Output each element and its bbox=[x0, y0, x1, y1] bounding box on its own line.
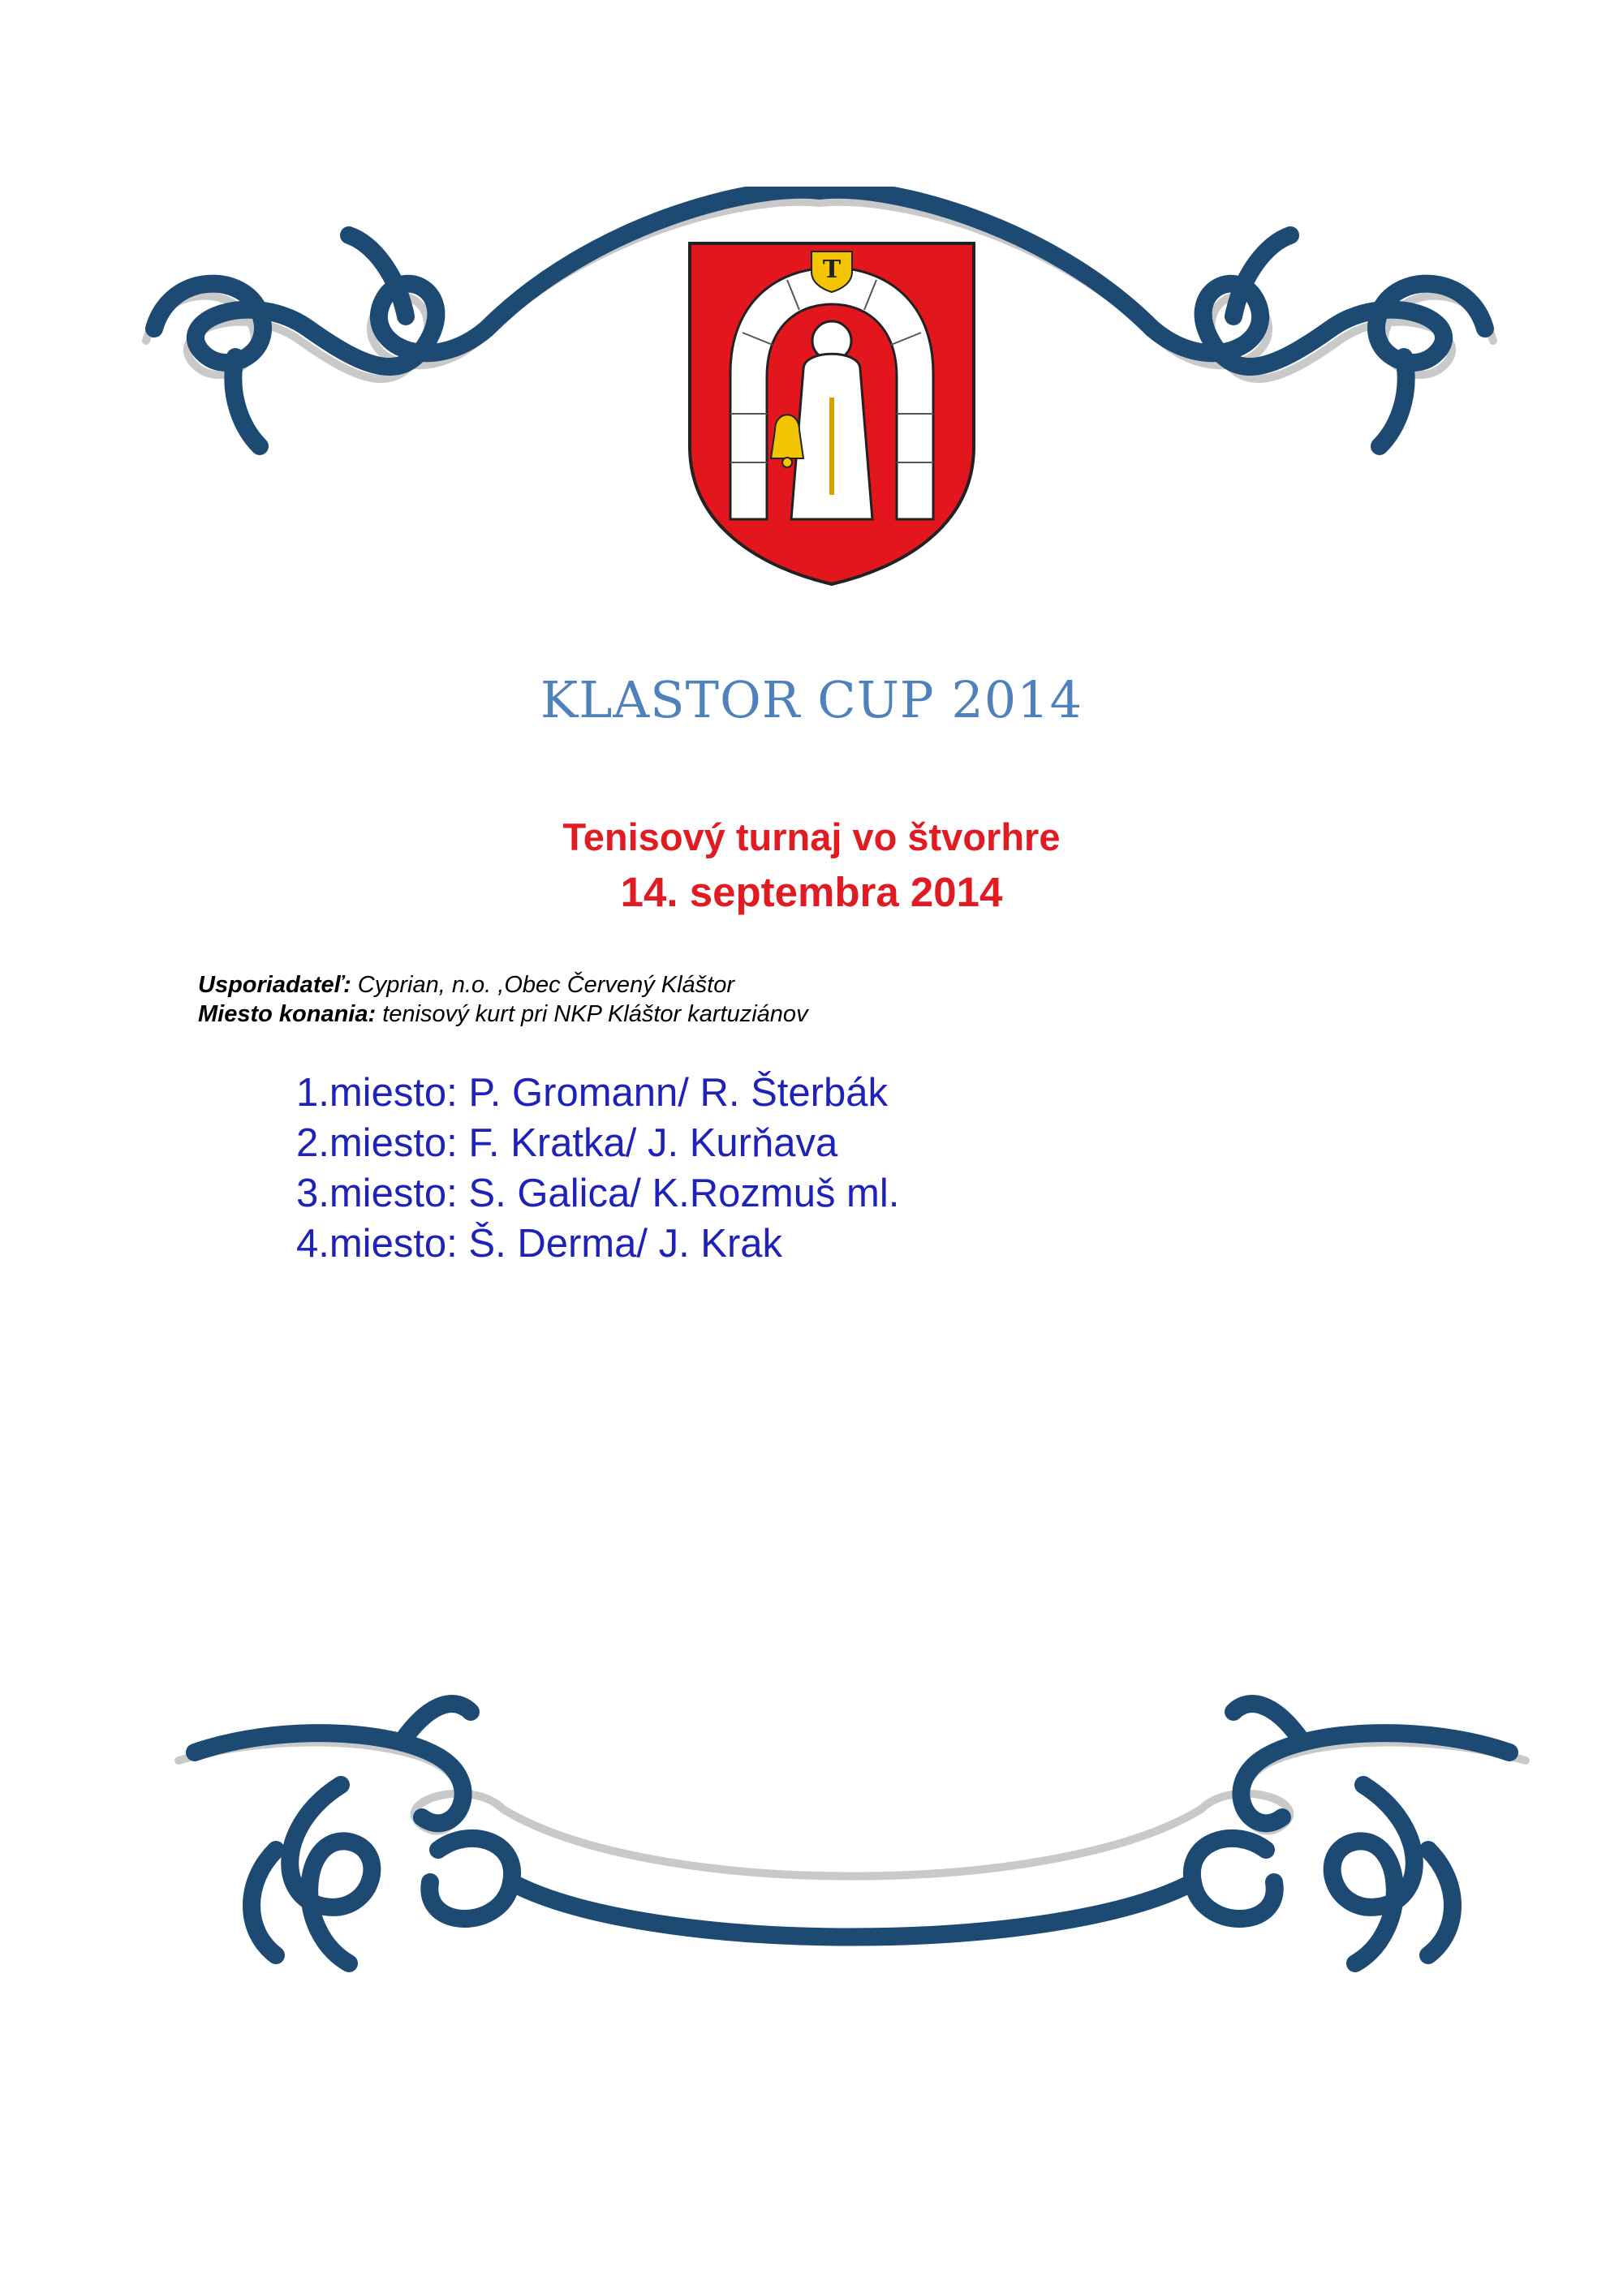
result-second-place: 2.miesto: F. Kratka/ J. Kurňava bbox=[296, 1121, 838, 1165]
crest-letter: T bbox=[822, 256, 842, 284]
organizer-label: Usporiadateľ: bbox=[198, 972, 351, 998]
venue-label: Miesto konania: bbox=[198, 1001, 377, 1027]
results-list bbox=[296, 1068, 899, 1269]
event-subtitle: Tenisový turnaj vo štvorhre bbox=[562, 815, 1061, 858]
venue-value: tenisový kurt pri NKP Kláštor kartuziánov bbox=[376, 1001, 808, 1027]
event-date: 14. septembra 2014 bbox=[620, 869, 1003, 915]
coat-of-arms-emblem bbox=[682, 235, 982, 592]
venue-line bbox=[198, 1001, 808, 1028]
ribbon-ornament-bottom bbox=[162, 1688, 1542, 2028]
result-third-place: 3.miesto: S. Galica/ K.Rozmuš ml. bbox=[296, 1172, 900, 1215]
organizer-line bbox=[198, 972, 734, 999]
organizer-value: Cyprian, n.o. ,Obec Červený Kláštor bbox=[351, 972, 735, 998]
document-title: KLASTOR CUP 2014 bbox=[540, 670, 1083, 729]
result-first-place: 1.miesto: P. Gromann/ R. Šterbák bbox=[296, 1071, 888, 1115]
result-fourth-place: 4.miesto: Š. Derma/ J. Krak bbox=[296, 1222, 783, 1266]
